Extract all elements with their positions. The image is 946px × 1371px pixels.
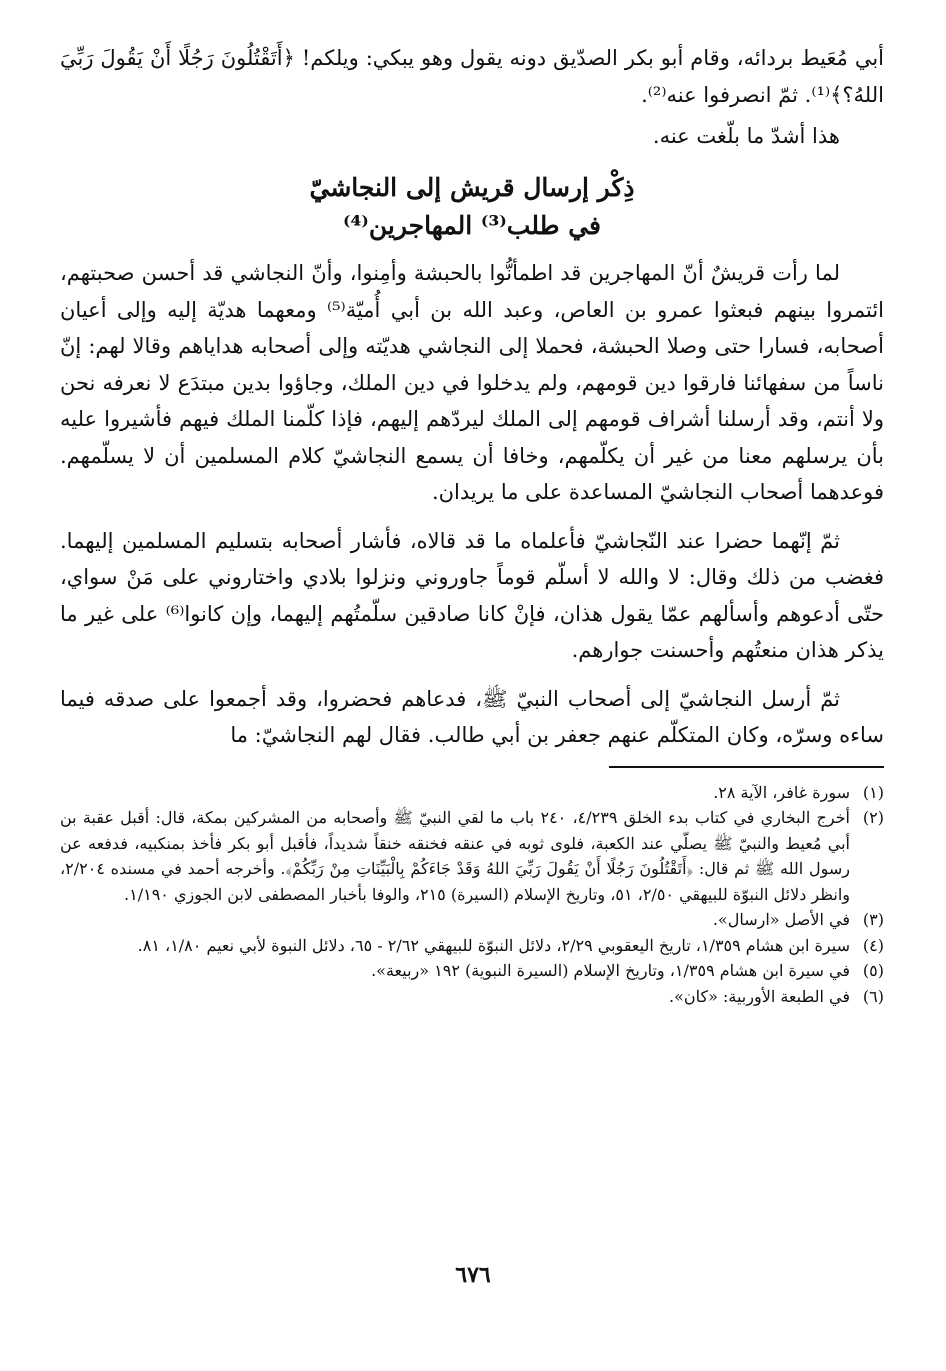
footnote bbox=[60, 984, 884, 1010]
intro-block bbox=[60, 40, 884, 155]
section-heading-line-2: في طلب⁽³⁾ المهاجرين⁽⁴⁾ bbox=[342, 211, 602, 240]
paragraph: لما رأت قريشٌ أنّ المهاجرين قد اطمأنُّوا بالحبشة وأمِنوا، وأنّ النجاشي قد أحسن صحبتهم، ائتمروا بينهم فبعثوا عمرو بن العاص، وعبد الله بن أبي أُميّة⁽⁵⁾ ومعهما هديّة إليه وإلى أعيان أصحابه، فسارا حتى وصلا الحبشة، فحملا إلى النجاشي هديّته وإلى أصحابه هداياهم وقالا لهم: إنّ ناساً من سفهائنا فارقوا دين قومهم، ولم يدخلوا في دين الملك، وجاؤوا بدين مبتدَع لا نعرفه نحن ولا أنتم، وقد أرسلنا أشراف قومهم إلى الملك ليردّهم إليهم، فإذا كلّمنا الملك فيهم فأشيروا عليه بأن يرسلهم معنا من غير أن يكلّمهم، وخافا أن يسمع النجاشيّ كلام المسلمين أن لا يسلّمهم. فوعدهما أصحاب النجاشيّ المساعدة على ما يريدان. bbox=[60, 261, 884, 504]
footnote bbox=[60, 907, 884, 933]
footnote-divider bbox=[609, 766, 884, 768]
page-number: ٦٧٦ bbox=[455, 1262, 491, 1288]
footnote-number: (٥) bbox=[862, 961, 884, 980]
paragraph: ثمّ أرسل النجاشيّ إلى أصحاب النبيّ ﷺ، فدعاهم فحضروا، وقد أجمعوا على صدقه فيما ساءه وسرّه، وكان المتكلّم عنهم جعفر بن أبي طالب. فقال لهم النجاشيّ: ما bbox=[60, 686, 884, 747]
footnote bbox=[60, 933, 884, 959]
intro-closing: هذا أشدّ ما بلّغت عنه. bbox=[652, 124, 840, 148]
footnote-text: في الأصل «ارسال». bbox=[712, 910, 850, 929]
footnote-text: في الطبعة الأوربية: «كان». bbox=[669, 986, 850, 1006]
footnote bbox=[60, 958, 884, 984]
footnote-number: (٣) bbox=[862, 910, 884, 929]
footnote-number: (١) bbox=[862, 782, 884, 802]
footnote-text: سورة غافر، الآية ٢٨. bbox=[713, 782, 850, 802]
paragraph: ثمّ إنّهما حضرا عند النّجاشيّ فأعلماه ما قد قالاه، فأشار أصحابه بتسليم المسلمين إليهما. فغضب من ذلك وقال: لا والله لا أسلّم قوماً جاوروني ونزلوا بلادي واختاروني على مَنْ سواي، حتّى أدعوهم وأسألهم عمّا يقول هذان، فإنْ كانا صادقين سلّمتُهم إليهما، وإن كانوا⁽⁶⁾ على غير ما يذكر هذان منعتُهم وأحسنت جوارهم. bbox=[60, 528, 884, 662]
footnote bbox=[60, 780, 884, 806]
section-heading bbox=[60, 169, 884, 245]
footnote-text: في سيرة ابن هشام ١/٣٥٩، وتاريخ الإسلام (السيرة النبوية) ١٩٢ «ربيعة». bbox=[371, 961, 850, 980]
footnotes bbox=[60, 780, 884, 1010]
footnote-text: سيرة ابن هشام ١/٣٥٩، تاريخ اليعقوبي ٢/٢٩، دلائل النبوّة للبيهقي ٢/٦٢ - ٦٥، دلائل النبوة لأبي نعيم ١/٨٠، ٨١. bbox=[137, 935, 850, 955]
intro-text: أبي مُعَيط بردائه، وقام أبو بكر الصدّيق دونه يقول وهو يبكي: ويلكم! ﴿أَتَقْتُلُونَ رَجُلًا أَنْ يَقُولَ رَبِّيَ اللهُ؟﴾⁽¹⁾. ثمّ انصرفوا عنه⁽²⁾. bbox=[60, 46, 884, 107]
footnote bbox=[60, 805, 884, 907]
book-page bbox=[60, 40, 884, 1371]
footnote-text: أخرج البخاري في كتاب بدء الخلق ٤/٢٣٩، ٢٤٠ باب ما لقي النبيّ ﷺ وأصحابه من المشركين بمكة، قال: أقبل عقبة بن أبي مُعيط والنبيّ ﷺ يصلّي عند الكعبة، فلوى ثوبه في عنقه فخنقه خنقاً شديداً، فأقبل أبو بكر فأخذ بمنكبيه، فدفعه عن رسول الله ﷺ ثم قال: ﴿أَتَقْتُلُونَ رَجُلًا أَنْ يَقُولَ رَبِّيَ اللهُ وَقَدْ جَاءَكُمْ بِالْبَيِّنَاتِ مِنْ رَبِّكُمْ﴾. وأخرجه أحمد في مسنده ٢/٢٠٤، وانظر دلائل النبوّة للبيهقي ٢/٥٠، ٥١، وتاريخ الإسلام (السيرة) ٢١٥، والوفا بأخبار المصطفى لابن الجوزي ١/١٩٠. bbox=[60, 808, 851, 904]
footnote-number: (٢) bbox=[862, 808, 884, 827]
section-heading-line-1: ذِكْر إرسال قريش إلى النجاشيّ bbox=[309, 173, 635, 202]
body-text bbox=[60, 255, 884, 754]
footnote-number: (٤) bbox=[862, 935, 884, 955]
footnote-number: (٦) bbox=[862, 986, 884, 1006]
